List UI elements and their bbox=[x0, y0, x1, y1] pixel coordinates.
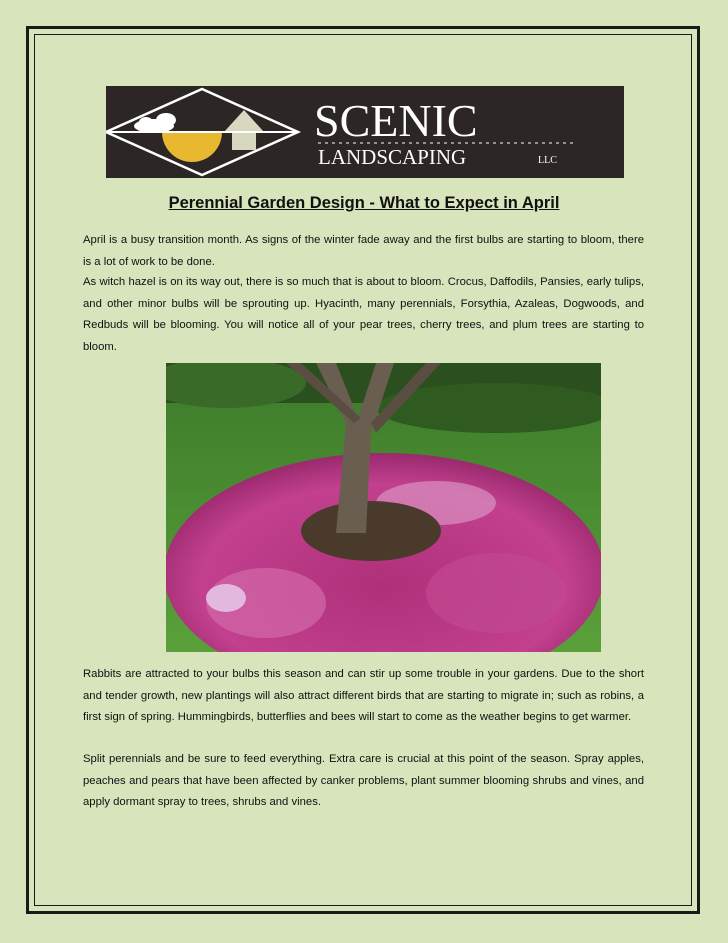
paragraph-care: Split perennials and be sure to feed everything. Extra care is crucial at this point of the season. Spray apples, peaches and pears that have been affected by canker problems, plant summer blooming shrubs and vines, and apply dormant spray to trees, shrubs and vines. bbox=[83, 753, 644, 808]
logo-suffix: LLC bbox=[538, 155, 557, 166]
company-logo bbox=[106, 86, 624, 178]
paragraph-wildlife: Rabbits are attracted to your bulbs this season and can stir up some trouble in your gardens. Due to the short and tender growth, new plantings will also attract different birds that are starting to migrate in; such as robins, a first sign of spring. Hummingbirds, butterflies and bees will start to come as the weather begins to get warmer. bbox=[83, 668, 644, 723]
paragraph-intro: April is a busy transition month. As signs of the winter fade away and the first bulbs are starting to bloom, there is a lot of work to be done. bbox=[83, 234, 644, 268]
logo-subtitle: LANDSCAPING bbox=[318, 145, 467, 169]
logo-name: SCENIC bbox=[314, 95, 478, 146]
paragraph-blooming: As witch hazel is on its way out, there is so much that is about to bloom. Crocus, Daffodils, Pansies, early tulips, and other minor bulbs will be sprouting up. Hyacinth, many perennials, Forsythia, Azaleas, Dogwoods, and Redbuds will be blooming. You will notice all of your pear trees, cherry trees, and plum trees are starting to bloom. bbox=[83, 276, 644, 353]
garden-photo bbox=[166, 363, 601, 652]
article-title: Perennial Garden Design - What to Expect in April bbox=[168, 194, 560, 212]
